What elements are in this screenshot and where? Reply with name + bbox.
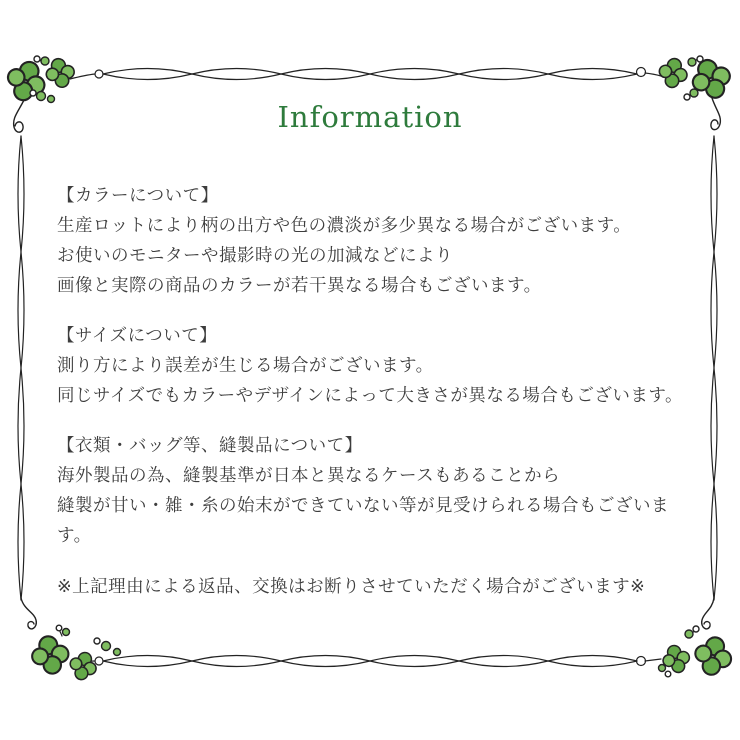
return-policy-notice: ※上記理由による返品、交換はお断りさせていただく場合がございます※ — [57, 576, 646, 596]
top-border-line — [70, 68, 661, 80]
page-title: Information — [277, 100, 463, 134]
info-section-size — [57, 320, 702, 410]
section-line: お使いのモニターや撮影時の光の加減などにより — [57, 245, 453, 265]
section-line: 同じサイズでもカラーやデザインによって大きさが異なる場合もございます。 — [57, 385, 683, 405]
section-line: 画像と実際の商品のカラーが若干異なる場合もございます。 — [57, 275, 542, 295]
right-border-line — [711, 136, 717, 600]
bottom-border-line — [81, 656, 661, 667]
section-heading: 【衣類・バッグ等、縫製品について】 — [57, 435, 363, 455]
info-content — [57, 180, 702, 601]
section-heading: 【サイズについて】 — [57, 325, 218, 345]
section-line: 縫製が甘い・雑・糸の始末ができていない等が見受けられる場合もございます。 — [57, 495, 669, 545]
section-heading: 【カラーについて】 — [57, 185, 219, 205]
corner-clover-bottom-right-icon — [659, 598, 735, 678]
left-border-line — [18, 136, 24, 600]
section-line: 生産ロットにより柄の出方や色の濃淡が多少異なる場合がございます。 — [57, 215, 632, 235]
corner-clover-bottom-left-icon — [21, 598, 121, 683]
info-section-sewn-goods — [57, 430, 702, 550]
section-line: 測り方により誤差が生じる場合がございます。 — [57, 355, 434, 375]
section-line: 海外製品の為、縫製基準が日本と異なるケースもあることから — [57, 465, 561, 485]
info-section-color — [57, 180, 702, 300]
